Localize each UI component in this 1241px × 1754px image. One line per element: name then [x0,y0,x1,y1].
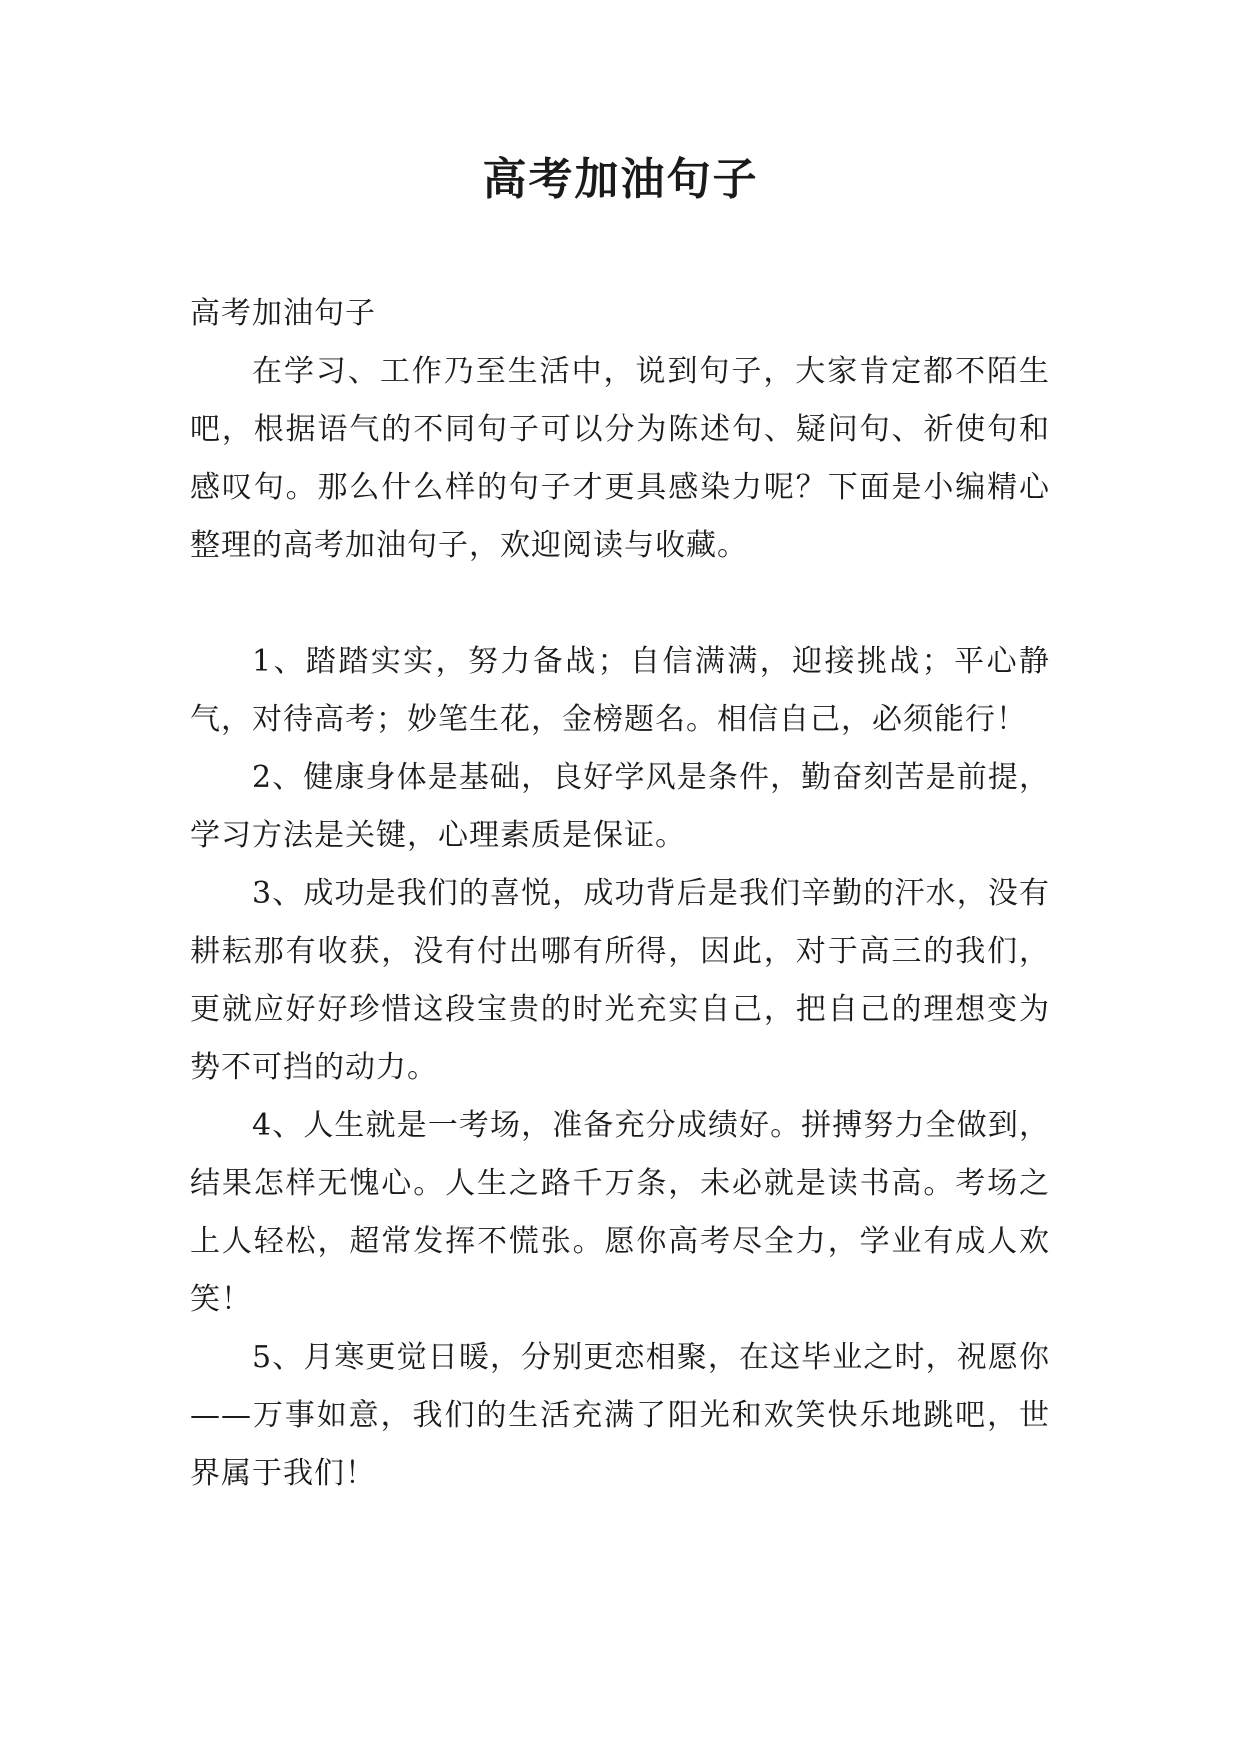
intro-paragraph: 在学习、工作乃至生活中，说到句子，大家肯定都不陌生吧，根据语气的不同句子可以分为陈述句、疑问句、祈使句和感叹句。那么什么样的句子才更具感染力呢？下面是小编精心整理的高考加油句子，欢迎阅读与收藏。 [190,354,1050,563]
document-title: 高考加油句子 [482,154,759,205]
list-item: 4、人生就是一考场，准备充分成绩好。拼搏努力全做到，结果怎样无愧心。人生之路千万条，未必就是读书高。考场之上人轻松，超常发挥不慌张。愿你高考尽全力，学业有成人欢笑！ [190,1108,1050,1317]
document-body [190,285,1050,1503]
list-item: 1、踏踏实实，努力备战；自信满满，迎接挑战；平心静气，对待高考；妙笔生花，金榜题名。相信自己，必须能行！ [190,644,1050,737]
list-item: 2、健康身体是基础，良好学风是条件，勤奋刻苦是前提，学习方法是关键，心理素质是保证。 [190,760,1050,853]
paragraph-spacer [190,575,1050,633]
document-subtitle: 高考加油句子 [190,296,376,331]
list-item: 5、月寒更觉日暖，分别更恋相聚，在这毕业之时，祝愿你——万事如意，我们的生活充满了阳光和欢笑快乐地跳吧，世界属于我们！ [190,1340,1050,1491]
list-item: 3、成功是我们的喜悦，成功背后是我们辛勤的汗水，没有耕耘那有收获，没有付出哪有所得，因此，对于高三的我们，更就应好好珍惜这段宝贵的时光充实自己，把自己的理想变为势不可挡的动力。 [190,876,1050,1085]
